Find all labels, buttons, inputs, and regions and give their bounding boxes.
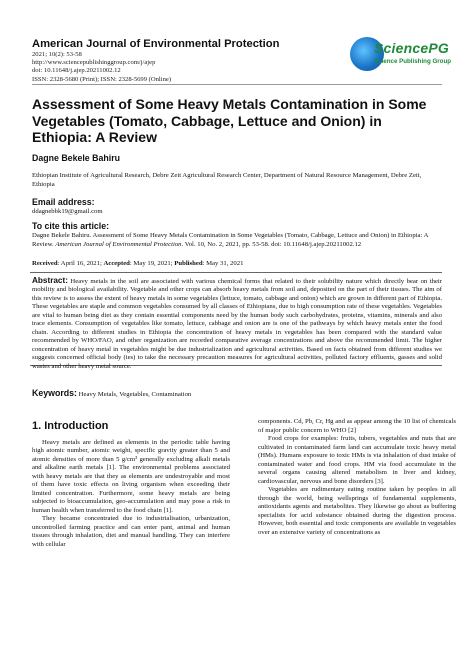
left-column	[32, 414, 230, 549]
abstract-label: Abstract:	[32, 276, 68, 285]
journal-doi: doi: 10.11648/j.ajep.20211002.12	[32, 67, 121, 75]
keywords	[32, 388, 442, 398]
email-address[interactable]: ddagnebbk19@gmail.com	[32, 208, 103, 215]
journal-url[interactable]: http://www.sciencepublishinggroup.com/j/ajep	[32, 59, 156, 67]
right-column	[258, 418, 456, 537]
citation-tail: . Vol. 10, No. 2, 2021, pp. 53-58. doi: 10.11648/j.ajep.20211002.12	[181, 240, 362, 248]
published-label: Published	[174, 260, 203, 267]
author-affiliation: Ethiopian Institute of Agricultural Research, Debre Zeit Agricultural Research Center, Department of Natural Resource Management, Debre Zeit, Ethiopia	[32, 172, 422, 188]
received-date: : April 16, 2021;	[57, 260, 104, 267]
received-label: Received	[32, 260, 58, 267]
right-paragraph-3: Vegetables are rudimentary eating routine taken by peoples in all through the world, being wellsprings of fundamental supplements, antioxidants agents and metabolites. They likewise go about as buffering specialists for acid substance obtained during the digestion process. However, both essential and toxic components are available in vegetables over an extensive variety of concentrations as	[258, 486, 456, 536]
journal-issn: ISSN: 2328-5680 (Print); ISSN: 2328-5699 (Online)	[32, 75, 172, 83]
logo-name: SciencePG	[374, 40, 449, 56]
journal-issue: 2021; 10(2): 53-58	[32, 51, 82, 58]
abstract	[32, 277, 442, 371]
email-label: Email address:	[32, 197, 95, 207]
keywords-value: Heavy Metals, Vegetables, Contamination	[78, 391, 192, 398]
abstract-body: Heavy metals in the soil are associated with various chemical forms that related to their solubility nature which directly bear on their mobility and biological availability. Vegetable and other crops can absorb heavy metals from soil and, deposited on the part of their tissues. The aim of this review is to assess the extent of heavy metals in some vegetables (lettuce, tomato, cabbage and onion) which are grown in different part of Ethiopia. These vegetables are staple and common vegetables consumed by all classes of Ethiopians, due to high consumption rate of these vegetables. Vegetables are vital to human being diet as they contain essential components need by the human body such carbohydrates, proteins, vitamins, minerals and also trace elements. Consumption of vegetables like tomato, lettuce, cabbage and onion are is one of the pathways by which heavy metals enter the food chain. According to different studies in Ethiopia the concentration of heavy metals in vegetables has been compared with the standard value recommended by WHO/FAO, and other organization are recorded comparative average concentrations and above the recommended limit. The higher concentration of heavy metal in vegetables might be due industrialization and agricultural activities. Based on facts obtained from different studies we suggests concerned official body (ies) to take the necessary precaution measures for agricultural activities, polluted factory effluents, gasses and solid wastes and other heavy metal source.	[32, 278, 442, 370]
publisher-logo	[350, 37, 452, 75]
citation-main: Dagne Bekele Bahiru. Assessment of Some Heavy Metals Contamination in Some Vegetables (Tomato, Cabbage, Lettuce and Onion) in Ethiopia: A Review.	[32, 232, 429, 248]
keywords-label: Keywords:	[32, 388, 77, 398]
right-paragraph-1: components. Cd, Pb, Cr, Hg and as appear among the 10 list of chemicals of major public concern to WHO [2]	[258, 418, 456, 434]
accepted-date: : May 19, 2021;	[129, 260, 175, 267]
published-date: : May 31, 2021	[202, 260, 244, 267]
article-dates	[32, 260, 243, 267]
citation-label: To cite this article:	[32, 221, 110, 231]
header-divider	[32, 84, 442, 85]
article-title: Assessment of Some Heavy Metals Contamination in Some Vegetables (Tomato, Cabbage, Lettuce and Onion) in Ethiopia: A Review	[32, 96, 427, 145]
logo-subtitle: Science Publishing Group	[374, 58, 452, 65]
journal-name: American Journal of Environmental Protection	[32, 38, 280, 50]
journal-header	[32, 38, 332, 84]
citation-journal: American Journal of Environmental Protection	[55, 240, 182, 248]
section-title-introduction: 1. Introduction	[32, 420, 109, 432]
accepted-label: Accepted	[103, 260, 130, 267]
intro-paragraph-2: They became concentrated due to industrialisation, urbanization, uncontrolled farming practice and can enter pant, animal and human tissues through inhalation, diet and manual handling. They can interfere with cellular	[32, 515, 230, 548]
intro-paragraph-1: Heavy metals are defined as elements in the periodic table having high atomic number, atomic weight, specific gravity greater than 5 and atomic densities of more than 5 g/cm³ generally excluding alkali metals and alkaline earth metals [1]. The environmental problems associated with heavy metals are that they as elements are undestroyable and most of them have toxic effects on living organism when exceeding their limited concentration. Furthermore, some heavy metals are being subjected to bioaccumulation, geo-accumulation and may pose a risk to human health when transferred to the food chain [1].	[32, 438, 230, 514]
citation-text	[32, 232, 442, 249]
right-paragraph-2: Food crops for examples: fruits, tubers, vegetables and nuts that are cultivated in contaminated farm land can accumulate toxic heavy metal (HMs). Humans exposure to toxic HMs is via inhalation of dust intake of contaminated water and food crops. HM via food accumulate in the several organs causing altered metabolism in liver and kidney, cardiovascular, nervous and bone disorders [3].	[258, 435, 456, 485]
author-name: Dagne Bekele Bahiru	[32, 153, 120, 163]
